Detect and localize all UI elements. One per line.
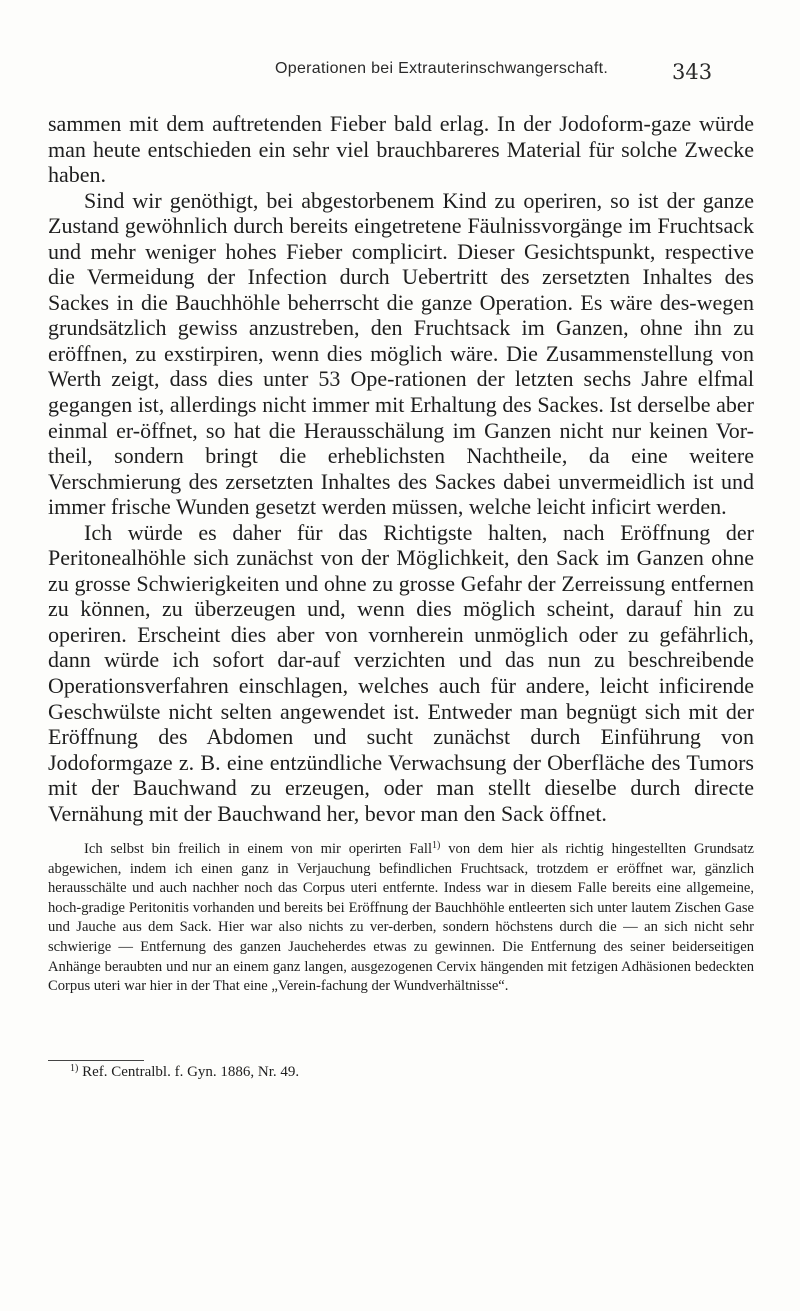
footnote-rule bbox=[48, 1060, 144, 1061]
footnote-mark: 1) bbox=[70, 1063, 79, 1074]
small-print-paragraph bbox=[48, 840, 754, 997]
footnote-ref-mark: 1) bbox=[432, 840, 441, 851]
small-print-after-ref: von dem hier als richtig hingestellten Grundsatz abgewichen, indem ich einen ganz in Verjauchung befindlichen Fruchtsack, trotzdem er eröffnet war, gänzlich herausschälte und auch nachher noch das Corpus uteri entfernte. Indess war in diesem Falle bereits eine allgemeine, hoch-gradige Peritonitis vorhanden und bereits bei Eröffnung der Bauchhöhle entleerten sich unter lautem Zischen Gase und Jauche aus dem Sack. Hier war also nichts zu ver-derben, sondern höchstens durch die — an sich nicht sehr schwierige — Entfernung des ganzen Jaucheherdes etwas zu gewinnen. Die Entfernung des seiner beiderseitigen Anhänge beraubten und nur an einem ganz langen, ausgezogenen Cervix hängenden mit fetzigen Adhäsionen bedeckten Corpus uteri war hier in der That eine „Verein-fachung der Wundverhältnisse“. bbox=[48, 841, 754, 995]
small-print-note bbox=[48, 840, 754, 997]
paragraph-1: sammen mit dem auftretenden Fieber bald erlag. In der Jodoform-gaze würde man heute entschieden ein sehr viel brauchbareres Material für solche Zwecke haben. bbox=[48, 111, 754, 188]
footnote-text: Ref. Centralbl. f. Gyn. 1886, Nr. 49. bbox=[78, 1064, 300, 1080]
main-text bbox=[48, 111, 754, 826]
paragraph-2: Sind wir genöthigt, bei abgestorbenem Kind zu operiren, so ist der ganze Zustand gewöhnlich durch bereits eingetretene Fäulnissvorgänge im Fruchtsack und mehr weniger hohes Fieber complicirt. Dieser Gesichtspunkt, respective die Vermeidung der Infection durch Uebertritt des zersetzten Inhaltes des Sackes in die Bauchhöhle beherrscht die ganze Operation. Es wäre des-wegen grundsätzlich gewiss anzustreben, den Fruchtsack im Ganzen, ohne ihn zu eröffnen, zu exstirpiren, wenn dies möglich wäre. Die Zusammenstellung von Werth zeigt, dass dies unter 53 Ope-rationen der letzten sechs Jahre elfmal gegangen ist, allerdings nicht immer mit Erhaltung des Sackes. Ist derselbe aber einmal er-öffnet, so hat die Herausschälung im Ganzen nicht nur keinen Vor-theil, sondern bringt die erheblichsten Nachtheile, da eine weitere Verschmierung des zersetzten Inhaltes des Sackes dabei unvermeidlich ist und immer frische Wunden gesetzt werden müssen, welche leicht inficirt werden. bbox=[48, 187, 754, 520]
page-number: 343 bbox=[672, 60, 713, 84]
small-print-before-ref: Ich selbst bin freilich in einem von mir operirten Fall bbox=[84, 841, 433, 857]
running-title: Operationen bei Extrauterinschwangerschaft. bbox=[275, 60, 609, 77]
footnote bbox=[70, 1062, 299, 1082]
paragraph-3: Ich würde es daher für das Richtigste halten, nach Eröffnung der Peritonealhöhle sich zunächst von der Möglichkeit, den Sack im Ganzen ohne zu grosse Schwierigkeiten und ohne zu grosse Gefahr der Zerreissung entfernen zu können, zu überzeugen und, wenn dies möglich scheint, darauf hin zu operiren. Erscheint dies aber von vornherein unmöglich oder zu gefährlich, dann würde ich sofort dar-auf verzichten und das nun zu beschreibende Operationsverfahren einschlagen, welches auch für andere, leicht inficirende Geschwülste nicht selten angewendet ist. Entweder man begnügt sich mit der Eröffnung des Abdomen und sucht zunächst durch Einführung von Jodoformgaze z. B. eine entzündliche Verwachsung der Oberfläche des Tumors mit der Bauchwand zu erzeugen, oder man stellt dieselbe durch directe Vernähung mit der Bauchwand her, bevor man den Sack öffnet. bbox=[48, 519, 754, 826]
